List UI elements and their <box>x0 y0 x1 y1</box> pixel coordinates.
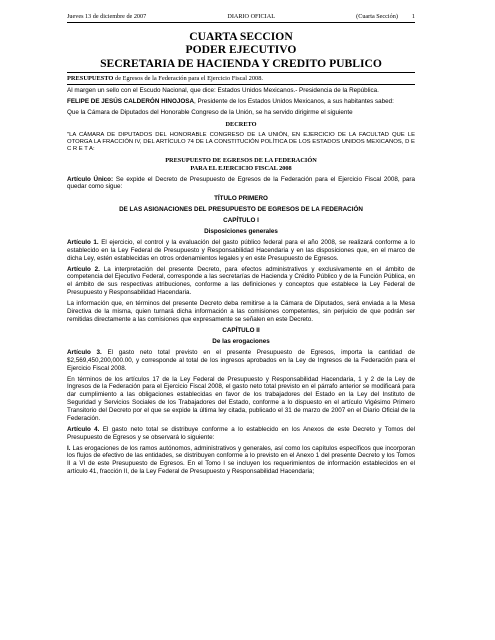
document-subheading <box>67 75 415 83</box>
article-1: Artículo 1. El ejercicio, el control y la evaluación del gasto público federal para el año 2008, se realizará conforme a lo establecido en la Ley Federal de Presupuesto y Responsabilidad Hacendaria y en las disposiciones que, en el marco de dicha Ley, estén establecidas en otros ordenamientos legales y en este Presupuesto de Egresos. <box>67 238 416 262</box>
article-3: Artículo 3. El gasto neto total previsto en el presente Presupuesto de Egresos, importa la cantidad de $2,569,450,200,000.00, y corresponde al total de los ingresos aprobados en la Ley de Ingresos de la Federación para el Ejercicio Fiscal 2008. <box>67 348 416 372</box>
header-page-number: 1 <box>411 13 415 20</box>
decree-preamble: "LA CÁMARA DE DIPUTADOS DEL HONORABLE CONGRESO DE LA UNIÓN, EN EJERCICIO DE LA FACULTAD QUE LE OTORGA LA FRACCIÓN IV, DEL ARTÍCULO 74 DE LA CONSTITUCIÓN POLÍTICA DE LOS ESTADOS UNIDOS MEXICANOS, D E C R E T A: <box>67 131 415 153</box>
chapter1-subheading: Disposiciones generales <box>204 227 278 235</box>
president-paragraph: FELIPE DE JESÚS CALDERÓN HINOJOSA, Presidente de los Estados Unidos Mexicanos, a sus habitantes sabed: <box>67 98 394 106</box>
congress-paragraph: Que la Cámara de Diputados del Honorable Congreso de la Unión, se ha servido dirigirme el siguiente <box>67 109 353 117</box>
article-2: Artículo 2. La interpretación del presente Decreto, para efectos administrativos y exclusivamente en el ámbito de competencia del Ejecutivo Federal, corresponde a las secretarías de Hacienda y Crédito Público y de la Función Pública, en el ámbito de sus respectivas atribuciones, conforme a las definiciones y conceptos que establece la Ley Federal de Presupuesto y Responsabilidad Hacendaria. <box>67 265 415 297</box>
decreto-heading: DECRETO <box>225 120 257 128</box>
information-paragraph: La información que, en términos del presente Decreto deba remitirse a la Cámara de Diputados, será enviada a la Mesa Directiva de la misma, quien turnará dicha información a las comisiones competentes, sin perjuicio de que podrán ser remitidas directamente a las comisiones que expresamente se señalen en este Decreto. <box>67 300 415 323</box>
budget-title-line2: PARA EL EJERCICIO FISCAL 2008 <box>190 164 292 172</box>
section-title: CUARTA SECCION <box>189 30 293 43</box>
header-date: Jueves 13 de diciembre de 2007 <box>67 13 147 20</box>
subheading-bold: PRESUPUESTO <box>67 75 114 83</box>
titulo-heading: TÍTULO PRIMERO <box>214 194 268 202</box>
title-rule <box>67 72 415 73</box>
article-unico: Artículo Único: Se expide el Decreto de Presupuesto de Egresos de la Federación para el Ejercicio Fiscal 2008, para quedar como sigue: <box>67 175 415 191</box>
running-header <box>67 13 415 20</box>
terms-paragraph: En términos de los artículos 17 de la Ley Federal de Presupuesto y Responsabilidad Hacendaria, 1 y 2 de la Ley de Ingresos de la Federación para el Ejercicio Fiscal 2008, el gasto neto total previsto en el párrafo anterior se modificará para dar cumplimiento a las obligaciones establecidas en favor de los trabajadores del Estado en la Ley del Instituto de Seguridad y Servicios Sociales de los Trabajadores del Estado, conforme a lo dispuesto en el artículo Vigésimo Primero Transitorio del Decreto por el que se expide la última ley citada, publicado el 31 de marzo de 2007 en el Diario Oficial de la Federación. <box>67 375 415 422</box>
chapter2-heading: CAPÍTULO II <box>222 326 260 334</box>
article-4: Artículo 4. El gasto neto total se distribuye conforme a lo establecido en los Anexos de este Decreto y Tomos del Presupuesto de Egresos y se observará lo siguiente: <box>67 425 416 441</box>
header-section: (Cuarta Sección) <box>356 13 398 20</box>
seal-paragraph: Al margen un sello con el Escudo Nacional, que dice: Estados Unidos Mexicanos.- Presidencia de la República. <box>67 87 379 95</box>
ministry-title: SECRETARIA DE HACIENDA Y CREDITO PUBLICO <box>100 56 382 70</box>
subheading-rule <box>67 84 415 85</box>
fraction-1: I. Las erogaciones de los ramos autónomos, administrativos y generales, así como los capítulos específicos que incorporan los flujos de efectivo de las entidades, se distribuyen conforme a lo previsto en el Anexo 1 del presente Decreto y los Tomos II a VI de este Presupuesto de Egresos. En el Tomo I se incluyen los requerimientos de información establecidos en el artículo 41, fracción II, de la Ley Federal de Presupuesto y Responsabilidad Hacendaria; <box>67 444 415 476</box>
budget-title-line1: PRESUPUESTO DE EGRESOS DE LA FEDERACIÓN <box>165 156 317 164</box>
branch-title: PODER EJECUTIVO <box>185 43 297 57</box>
titulo-subheading: DE LAS ASIGNACIONES DEL PRESUPUESTO DE EGRESOS DE LA FEDERACIÓN <box>119 205 363 213</box>
header-rule <box>67 22 415 23</box>
chapter2-subheading: De las erogaciones <box>212 337 270 345</box>
chapter1-heading: CAPÍTULO I <box>223 216 259 224</box>
header-publication: DIARIO OFICIAL <box>227 13 275 20</box>
subheading-rest: de Egresos de la Federación para el Ejercicio Fiscal 2008. <box>113 75 263 83</box>
document-content <box>67 30 415 476</box>
president-name: FELIPE DE JESÚS CALDERÓN HINOJOSA <box>67 98 195 106</box>
header-right <box>356 13 415 20</box>
